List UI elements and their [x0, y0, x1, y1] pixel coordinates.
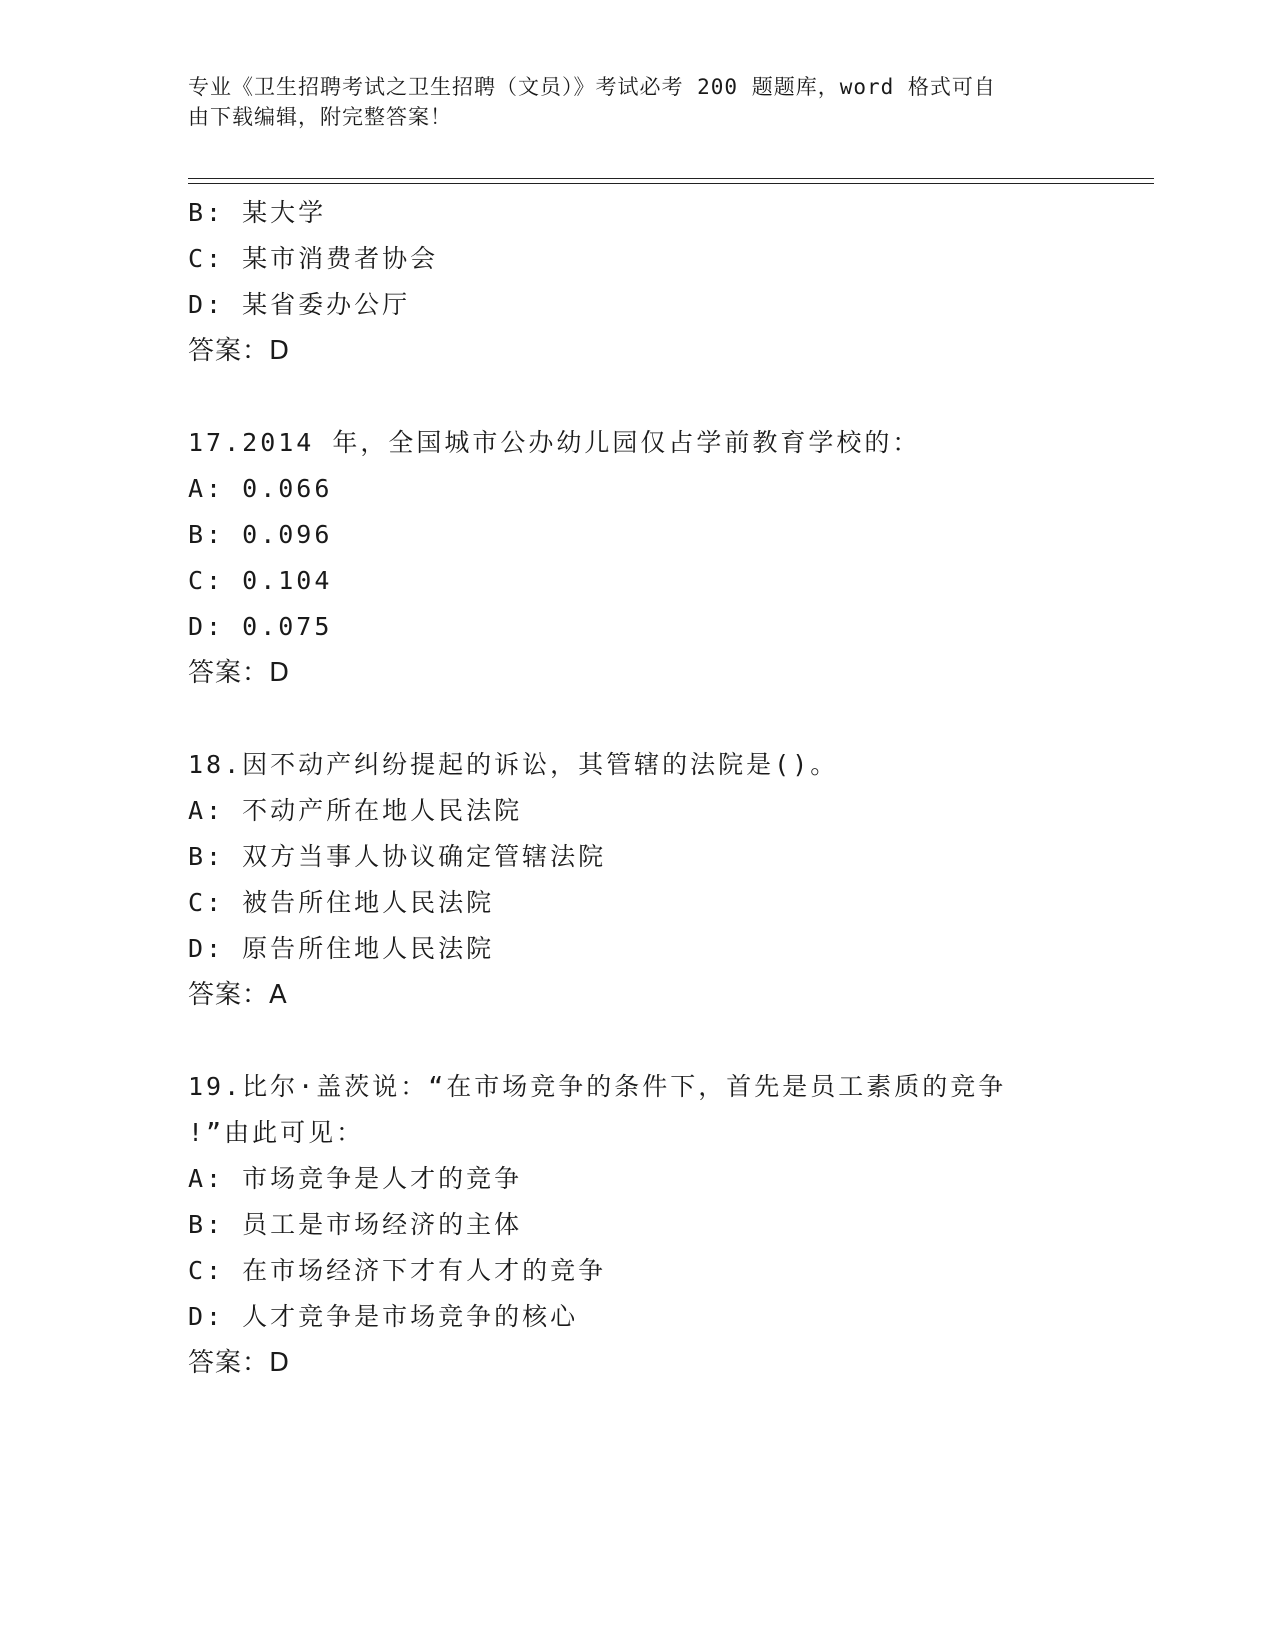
answer-line: 答案：D	[188, 336, 291, 366]
option-c: C: 0.104	[188, 566, 333, 595]
option-c: C: 在市场经济下才有人才的竞争	[188, 1256, 607, 1285]
spacer	[188, 1018, 1088, 1064]
option-a: A: 市场竞争是人才的竞争	[188, 1164, 523, 1193]
answer-line: 答案：D	[188, 1348, 291, 1378]
option-c: C: 某市消费者协会	[188, 244, 439, 273]
document-header	[188, 72, 1088, 132]
question-text: 18.因不动产纠纷提起的诉讼，其管辖的法院是()。	[188, 750, 839, 779]
spacer	[188, 374, 1088, 420]
answer-line: 答案：A	[188, 980, 288, 1010]
header-divider-top	[188, 178, 1154, 179]
answer-line: 答案：D	[188, 658, 291, 688]
option-b: B: 双方当事人协议确定管辖法院	[188, 842, 607, 871]
question-text-line-1: 19.比尔·盖茨说：“在市场竞争的条件下，首先是员工素质的竞争	[188, 1072, 1007, 1101]
option-d: D: 人才竞争是市场竞争的核心	[188, 1302, 579, 1331]
question-block-18	[188, 742, 1088, 1018]
option-d: D: 原告所住地人民法院	[188, 934, 495, 963]
option-a: A: 不动产所在地人民法院	[188, 796, 523, 825]
question-block-16	[188, 190, 1088, 374]
option-b: B: 员工是市场经济的主体	[188, 1210, 523, 1239]
question-block-19	[188, 1064, 1088, 1386]
option-d: D: 某省委办公厅	[188, 290, 411, 319]
option-b: B: 某大学	[188, 198, 327, 227]
header-divider-bottom	[188, 183, 1154, 184]
option-a: A: 0.066	[188, 474, 333, 503]
question-text-line-2: !”由此可见：	[188, 1118, 365, 1147]
question-block-17	[188, 420, 1088, 696]
question-list	[188, 190, 1088, 1386]
question-text: 17.2014 年，全国城市公办幼儿园仅占学前教育学校的：	[188, 428, 921, 457]
option-d: D: 0.075	[188, 612, 333, 641]
spacer	[188, 696, 1088, 742]
header-line-1: 专业《卫生招聘考试之卫生招聘（文员）》考试必考 200 题题库，word 格式可自	[188, 75, 996, 99]
option-b: B: 0.096	[188, 520, 333, 549]
option-c: C: 被告所住地人民法院	[188, 888, 495, 917]
header-line-2: 由下载编辑，附完整答案！	[188, 105, 452, 129]
